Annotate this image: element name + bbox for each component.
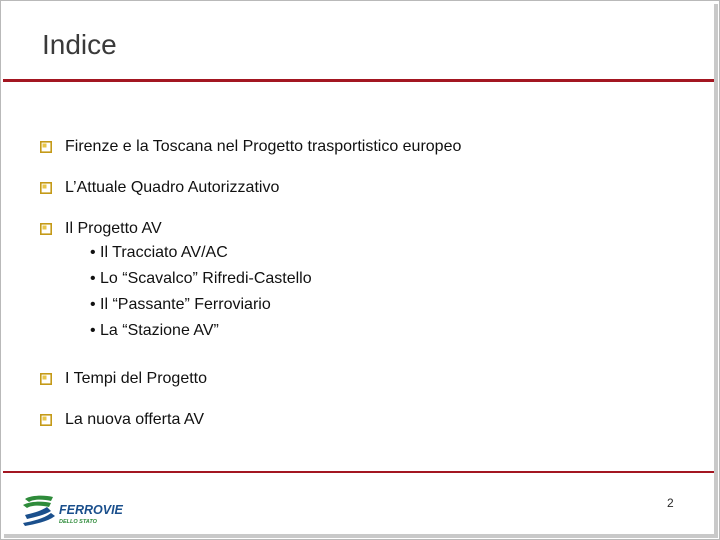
logo-subtext: DELLO STATO — [59, 519, 97, 525]
sub-bullet-text: Il Tracciato AV/AC — [100, 244, 228, 261]
checkbox-bullet-icon — [40, 414, 52, 426]
bullet-item — [40, 410, 204, 430]
slide-title: Indice — [42, 29, 117, 60]
bullet-text: Il Progetto AV — [65, 220, 162, 237]
sub-bullet-item — [90, 295, 271, 315]
footer-divider — [3, 471, 717, 473]
bullet-text: La nuova offerta AV — [65, 411, 205, 428]
bullet-text: I Tempi del Progetto — [65, 370, 208, 387]
bullet-item — [40, 219, 162, 239]
bullet-text: L’Attuale Quadro Autorizzativo — [65, 179, 280, 196]
sub-bullet-item — [90, 243, 228, 263]
page-number: 2 — [667, 496, 674, 510]
checkbox-bullet-icon — [40, 373, 52, 385]
sub-bullet-item — [90, 321, 219, 341]
ferrovie-dello-stato-logo — [21, 491, 133, 527]
checkbox-bullet-icon — [40, 223, 52, 235]
bullet-item — [40, 178, 279, 198]
slide-shadow-bottom — [4, 534, 718, 538]
logo-text: FERROVIE — [59, 503, 123, 517]
bullet-text: Firenze e la Toscana nel Progetto trasportistico europeo — [65, 138, 462, 155]
bullet-item — [40, 369, 207, 389]
sub-bullet-item — [90, 269, 312, 289]
sub-bullet-marker: • — [90, 270, 96, 287]
bullet-item — [40, 137, 461, 157]
slide-shadow-right — [714, 4, 718, 538]
checkbox-bullet-icon — [40, 182, 52, 194]
title-divider — [3, 79, 717, 82]
sub-bullet-marker: • — [90, 244, 96, 261]
sub-bullet-text: Il “Passante” Ferroviario — [100, 296, 271, 313]
sub-bullet-marker: • — [90, 296, 96, 313]
sub-bullet-marker: • — [90, 322, 96, 339]
sub-bullet-text: La “Stazione AV” — [100, 322, 219, 339]
checkbox-bullet-icon — [40, 141, 52, 153]
sub-bullet-text: Lo “Scavalco” Rifredi-Castello — [100, 270, 312, 287]
